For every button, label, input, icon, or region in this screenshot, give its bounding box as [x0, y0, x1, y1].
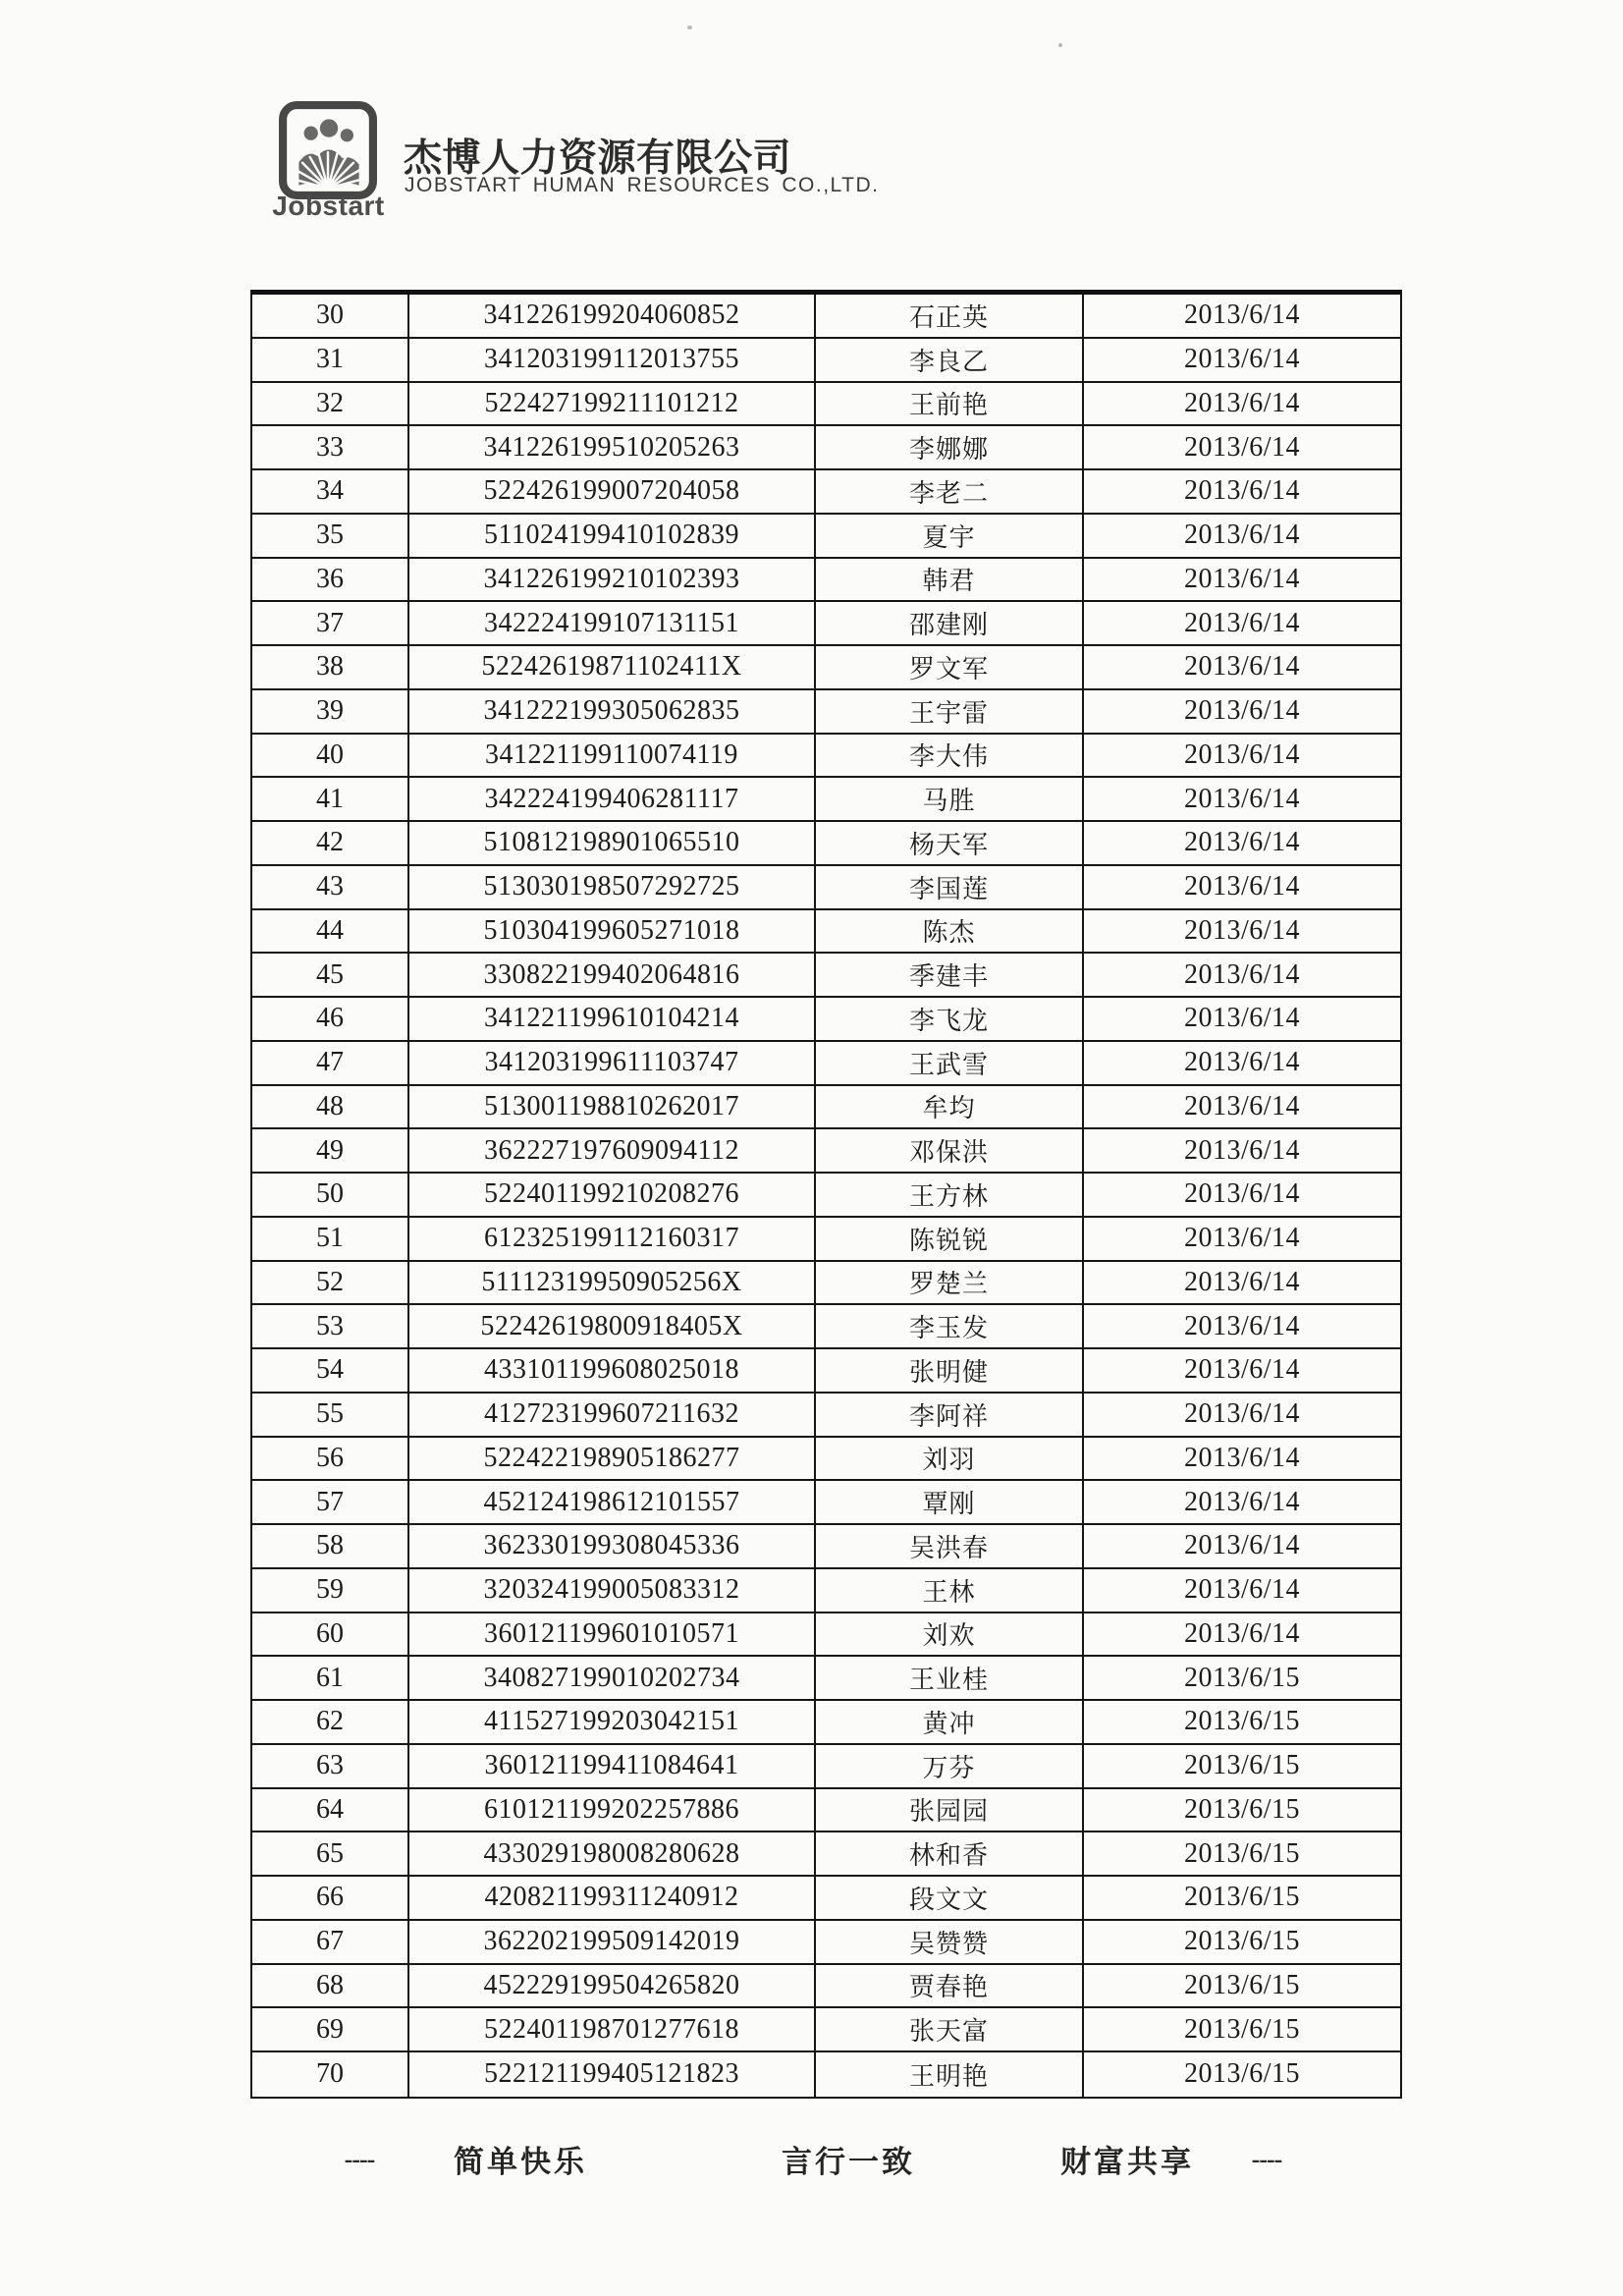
- table-cell-name: 李飞龙: [816, 998, 1084, 1040]
- table-cell-name: 夏宇: [816, 515, 1084, 557]
- table-cell-date: 2013/6/14: [1183, 651, 1301, 683]
- table-row: [252, 515, 1400, 559]
- table-cell-id: 412723199607211632: [409, 1394, 816, 1436]
- table-cell-id: 341226199204060852: [409, 295, 816, 337]
- table-cell-id: 341221199110074119: [409, 735, 816, 777]
- table-cell-name: 李老二: [816, 470, 1084, 513]
- table-cell-date: 2013/6/15: [1183, 2058, 1301, 2090]
- table-cell-id: 342224199107131151: [409, 602, 816, 644]
- table-cell-date: 2013/6/14: [1183, 1047, 1301, 1078]
- table-cell-date: 2013/6/14: [1183, 1310, 1301, 1341]
- table-row: [252, 2052, 1400, 2097]
- table-cell-name: 刘欢: [816, 1613, 1084, 1656]
- table-row: [252, 998, 1400, 1042]
- table-cell-no: 48: [252, 1086, 409, 1128]
- table-row: [252, 778, 1400, 822]
- roster-table: [250, 290, 1402, 2099]
- table-cell-name: 张园园: [816, 1789, 1084, 1831]
- table-cell-id: 341203199112013755: [409, 339, 816, 381]
- table-cell-no: 31: [252, 339, 409, 381]
- table-cell-name: 陈锐锐: [816, 1218, 1084, 1260]
- table-cell-no: 63: [252, 1745, 409, 1787]
- table-row: [252, 1042, 1400, 1086]
- table-cell-date: 2013/6/14: [1183, 1003, 1301, 1034]
- table-cell-name: 李阿祥: [816, 1394, 1084, 1436]
- table-cell-id: 341226199510205263: [409, 426, 816, 468]
- footer-slogan-2: 言行一致: [782, 2145, 915, 2179]
- table-cell-no: 59: [252, 1569, 409, 1612]
- table-cell-name: 韩君: [816, 559, 1084, 601]
- table-cell-no: 34: [252, 470, 409, 513]
- table-cell-id: 341203199611103747: [409, 1042, 816, 1084]
- table-cell-no: 37: [252, 602, 409, 644]
- table-row: [252, 1745, 1400, 1789]
- table-cell-date: 2013/6/15: [1183, 1882, 1301, 1913]
- table-row: [252, 1481, 1400, 1525]
- table-row: [252, 1965, 1400, 2009]
- table-cell-no: 47: [252, 1042, 409, 1084]
- table-cell-date: 2013/6/14: [1183, 1354, 1301, 1386]
- table-row: [252, 1262, 1400, 1306]
- table-cell-name: 刘羽: [816, 1438, 1084, 1480]
- table-cell-date: 2013/6/15: [1183, 1926, 1301, 1957]
- table-row: [252, 295, 1400, 339]
- table-cell-no: 55: [252, 1394, 409, 1436]
- table-row: [252, 1701, 1400, 1745]
- table-cell-id: 340827199010202734: [409, 1657, 816, 1699]
- table-cell-name: 覃刚: [816, 1481, 1084, 1523]
- table-cell-date: 2013/6/14: [1183, 475, 1301, 507]
- logo-wordmark: Jobstart: [272, 191, 385, 221]
- table-cell-no: 43: [252, 866, 409, 908]
- table-cell-name: 王明艳: [816, 2052, 1084, 2097]
- table-cell-name: 罗文军: [816, 646, 1084, 688]
- table-cell-name: 李玉发: [816, 1305, 1084, 1347]
- table-cell-name: 王武雪: [816, 1042, 1084, 1084]
- table-cell-name: 王宇雷: [816, 690, 1084, 733]
- table-cell-no: 41: [252, 778, 409, 820]
- table-cell-date: 2013/6/14: [1183, 914, 1301, 946]
- table-cell-id: 433101199608025018: [409, 1349, 816, 1392]
- table-cell-date: 2013/6/14: [1183, 1617, 1301, 1649]
- table-cell-id: 341226199210102393: [409, 559, 816, 601]
- table-row: [252, 1394, 1400, 1438]
- table-cell-id: 510304199605271018: [409, 910, 816, 953]
- table-row: [252, 1657, 1400, 1701]
- table-cell-no: 35: [252, 515, 409, 557]
- table-cell-name: 邵建刚: [816, 602, 1084, 644]
- table-cell-date: 2013/6/14: [1183, 563, 1301, 594]
- table-cell-no: 45: [252, 954, 409, 996]
- table-cell-id: 510812198901065510: [409, 822, 816, 864]
- table-row: [252, 910, 1400, 955]
- table-cell-id: 330822199402064816: [409, 954, 816, 996]
- scan-speck: [687, 26, 692, 29]
- table-cell-name: 贾春艳: [816, 1965, 1084, 2007]
- table-cell-no: 64: [252, 1789, 409, 1831]
- table-cell-name: 石正英: [816, 295, 1084, 337]
- table-cell-no: 44: [252, 910, 409, 953]
- table-cell-id: 452229199504265820: [409, 1965, 816, 2007]
- footer-slogan-3: 财富共享: [1060, 2145, 1194, 2179]
- table-row: [252, 559, 1400, 603]
- table-row: [252, 1438, 1400, 1482]
- footer: [0, 2137, 1623, 2186]
- table-cell-no: 38: [252, 646, 409, 688]
- table-cell-date: 2013/6/14: [1183, 871, 1301, 902]
- table-cell-date: 2013/6/14: [1183, 1178, 1301, 1210]
- table-cell-name: 陈杰: [816, 910, 1084, 953]
- table-cell-name: 王前艳: [816, 383, 1084, 425]
- table-row: [252, 2008, 1400, 2052]
- table-cell-id: 522426199007204058: [409, 470, 816, 513]
- table-cell-date: 2013/6/14: [1183, 1223, 1301, 1254]
- table-cell-no: 65: [252, 1832, 409, 1875]
- table-cell-no: 53: [252, 1305, 409, 1347]
- table-cell-no: 49: [252, 1129, 409, 1172]
- table-cell-name: 王业桂: [816, 1657, 1084, 1699]
- table-cell-name: 邓保洪: [816, 1129, 1084, 1172]
- table-cell-name: 杨天军: [816, 822, 1084, 864]
- table-cell-name: 罗楚兰: [816, 1262, 1084, 1304]
- table-cell-id: 433029198008280628: [409, 1832, 816, 1875]
- table-cell-id: 522427199211101212: [409, 383, 816, 425]
- table-cell-name: 张明健: [816, 1349, 1084, 1392]
- table-row: [252, 602, 1400, 646]
- table-cell-id: 52242619871102411X: [409, 646, 816, 688]
- table-row: [252, 646, 1400, 690]
- table-cell-date: 2013/6/15: [1183, 1706, 1301, 1737]
- table-cell-id: 52242619800918405X: [409, 1305, 816, 1347]
- table-cell-id: 360121199411084641: [409, 1745, 816, 1787]
- table-row: [252, 1613, 1400, 1658]
- table-cell-id: 522401199210208276: [409, 1174, 816, 1216]
- table-cell-name: 李良乙: [816, 339, 1084, 381]
- table-row: [252, 690, 1400, 735]
- footer-slogan-1: 简单快乐: [454, 2145, 587, 2179]
- table-cell-date: 2013/6/14: [1183, 300, 1301, 331]
- table-row: [252, 426, 1400, 470]
- table-cell-no: 51: [252, 1218, 409, 1260]
- table-cell-id: 513001198810262017: [409, 1086, 816, 1128]
- table-cell-id: 612325199112160317: [409, 1218, 816, 1260]
- table-cell-no: 42: [252, 822, 409, 864]
- table-cell-date: 2013/6/15: [1183, 1837, 1301, 1869]
- table-cell-id: 341221199610104214: [409, 998, 816, 1040]
- table-cell-id: 320324199005083312: [409, 1569, 816, 1612]
- table-row: [252, 1832, 1400, 1877]
- table-cell-no: 57: [252, 1481, 409, 1523]
- table-cell-date: 2013/6/14: [1183, 519, 1301, 551]
- table-cell-date: 2013/6/15: [1183, 1750, 1301, 1781]
- table-cell-name: 吴洪春: [816, 1525, 1084, 1567]
- table-row: [252, 339, 1400, 383]
- table-row: [252, 735, 1400, 779]
- table-cell-name: 李大伟: [816, 735, 1084, 777]
- table-cell-id: 452124198612101557: [409, 1481, 816, 1523]
- table-cell-no: 33: [252, 426, 409, 468]
- table-cell-id: 513030198507292725: [409, 866, 816, 908]
- table-cell-name: 牟均: [816, 1086, 1084, 1128]
- table-cell-id: 360121199601010571: [409, 1613, 816, 1656]
- table-cell-date: 2013/6/14: [1183, 431, 1301, 463]
- table-row: [252, 866, 1400, 910]
- table-cell-date: 2013/6/14: [1183, 1574, 1301, 1606]
- table-row: [252, 1129, 1400, 1174]
- table-cell-date: 2013/6/15: [1183, 2013, 1301, 2045]
- table-cell-date: 2013/6/14: [1183, 387, 1301, 418]
- table-cell-no: 56: [252, 1438, 409, 1480]
- table-row: [252, 1921, 1400, 1965]
- table-cell-name: 王方林: [816, 1174, 1084, 1216]
- table-cell-id: 522422198905186277: [409, 1438, 816, 1480]
- table-cell-no: 66: [252, 1877, 409, 1919]
- footer-dash-left: ----: [344, 2145, 375, 2173]
- table-row: [252, 822, 1400, 866]
- scan-speck: [1058, 43, 1062, 47]
- table-row: [252, 1218, 1400, 1262]
- table-cell-id: 342224199406281117: [409, 778, 816, 820]
- table-row: [252, 1569, 1400, 1613]
- table-cell-date: 2013/6/14: [1183, 827, 1301, 858]
- table-cell-name: 王林: [816, 1569, 1084, 1612]
- table-cell-date: 2013/6/14: [1183, 1266, 1301, 1297]
- table-cell-id: 610121199202257886: [409, 1789, 816, 1831]
- table-cell-date: 2013/6/14: [1183, 344, 1301, 375]
- table-cell-name: 李国莲: [816, 866, 1084, 908]
- table-row: [252, 954, 1400, 998]
- table-row: [252, 1789, 1400, 1833]
- table-cell-date: 2013/6/14: [1183, 958, 1301, 990]
- company-name-en: JOBSTART HUMAN RESOURCES CO.,LTD.: [405, 174, 880, 196]
- table-cell-date: 2013/6/15: [1183, 1793, 1301, 1825]
- table-cell-name: 黄冲: [816, 1701, 1084, 1743]
- table-cell-date: 2013/6/14: [1183, 1090, 1301, 1121]
- table-cell-date: 2013/6/15: [1183, 1662, 1301, 1693]
- table-cell-id: 411527199203042151: [409, 1701, 816, 1743]
- table-cell-name: 马胜: [816, 778, 1084, 820]
- table-cell-no: 61: [252, 1657, 409, 1699]
- table-cell-id: 362227197609094112: [409, 1129, 816, 1172]
- table-cell-no: 68: [252, 1965, 409, 2007]
- table-cell-no: 67: [252, 1921, 409, 1963]
- company-name-cn: 杰博人力资源有限公司: [404, 137, 792, 180]
- table-cell-id: 511024199410102839: [409, 515, 816, 557]
- jobstart-logo-icon: [275, 100, 381, 200]
- table-cell-name: 李娜娜: [816, 426, 1084, 468]
- table-cell-id: 522121199405121823: [409, 2052, 816, 2097]
- table-cell-no: 32: [252, 383, 409, 425]
- table-cell-date: 2013/6/14: [1183, 738, 1301, 770]
- table-cell-date: 2013/6/14: [1183, 1134, 1301, 1166]
- table-cell-name: 万芬: [816, 1745, 1084, 1787]
- table-cell-date: 2013/6/14: [1183, 1398, 1301, 1430]
- table-cell-name: 吴赞赞: [816, 1921, 1084, 1963]
- table-cell-no: 30: [252, 295, 409, 337]
- table-cell-date: 2013/6/14: [1183, 783, 1301, 814]
- table-cell-id: 362330199308045336: [409, 1525, 816, 1567]
- table-cell-id: 362202199509142019: [409, 1921, 816, 1963]
- table-cell-name: 季建丰: [816, 954, 1084, 996]
- table-cell-no: 58: [252, 1525, 409, 1567]
- table-cell-name: 张天富: [816, 2008, 1084, 2050]
- table-row: [252, 470, 1400, 515]
- table-cell-date: 2013/6/14: [1183, 695, 1301, 727]
- table-row: [252, 1086, 1400, 1130]
- table-cell-no: 40: [252, 735, 409, 777]
- table-cell-date: 2013/6/14: [1183, 1486, 1301, 1517]
- table-row: [252, 1174, 1400, 1218]
- table-cell-no: 52: [252, 1262, 409, 1304]
- table-cell-no: 39: [252, 690, 409, 733]
- table-cell-id: 341222199305062835: [409, 690, 816, 733]
- table-cell-no: 60: [252, 1613, 409, 1656]
- table-row: [252, 1877, 1400, 1921]
- table-row: [252, 1305, 1400, 1349]
- table-cell-no: 70: [252, 2052, 409, 2097]
- table-cell-date: 2013/6/14: [1183, 1442, 1301, 1473]
- table-cell-date: 2013/6/14: [1183, 607, 1301, 638]
- table-cell-name: 林和香: [816, 1832, 1084, 1875]
- table-row: [252, 383, 1400, 427]
- table-cell-no: 36: [252, 559, 409, 601]
- table-cell-no: 46: [252, 998, 409, 1040]
- table-cell-id: 51112319950905256X: [409, 1262, 816, 1304]
- table-cell-no: 54: [252, 1349, 409, 1392]
- table-row: [252, 1525, 1400, 1569]
- table-cell-no: 62: [252, 1701, 409, 1743]
- table-cell-no: 69: [252, 2008, 409, 2050]
- table-cell-id: 420821199311240912: [409, 1877, 816, 1919]
- table-row: [252, 1349, 1400, 1394]
- table-cell-name: 段文文: [816, 1877, 1084, 1919]
- table-cell-no: 50: [252, 1174, 409, 1216]
- table-cell-id: 522401198701277618: [409, 2008, 816, 2050]
- table-cell-date: 2013/6/15: [1183, 1969, 1301, 2000]
- footer-dash-right: ----: [1251, 2145, 1282, 2173]
- table-cell-date: 2013/6/14: [1183, 1530, 1301, 1561]
